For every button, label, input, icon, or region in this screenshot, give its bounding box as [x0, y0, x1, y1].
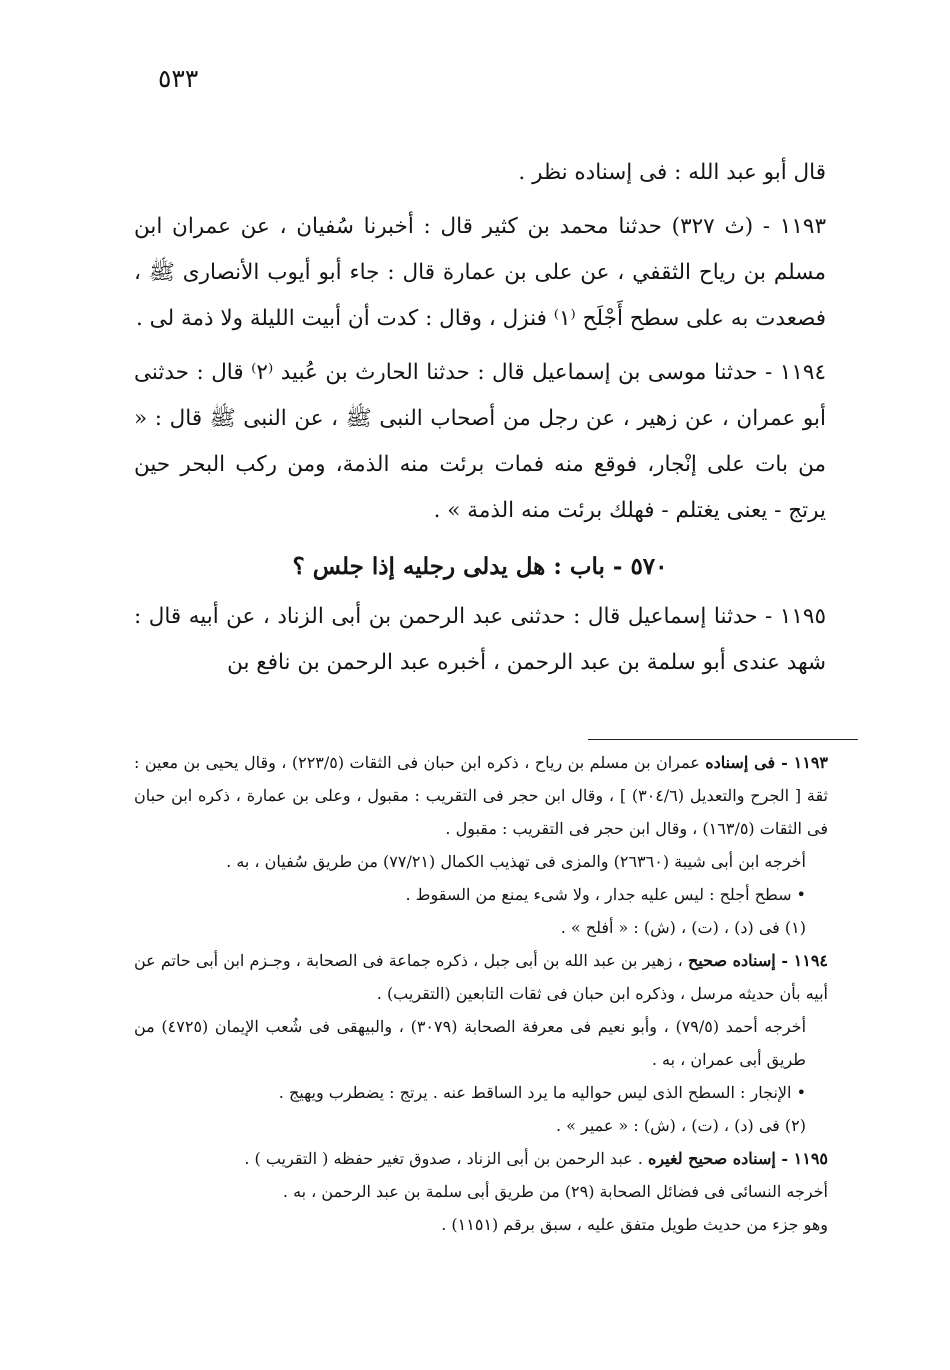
page-number: ٥٣٣ [158, 64, 199, 93]
footnote-text: . عبد الرحمن بن أبى الزناد ، صدوق تغير حفظه ( التقريب ) . [244, 1149, 648, 1168]
footnote-label: ١١٩٥ - إسناده صحيح لغيره [647, 1149, 828, 1168]
footnote-gloss: • سطح أجلح : ليس عليه جدار ، ولا شىء يمنع من السقوط . [405, 885, 806, 904]
footnote-1193 [134, 746, 828, 845]
footnote-divider [588, 739, 858, 740]
chapter-heading: ٥٧٠ - باب : هل يدلى رجليه إذا جلس ؟ [292, 553, 668, 580]
paragraph-commentary: قال أبو عبد الله : فى إسناده نظر . [518, 160, 826, 185]
footnote-label: ١١٩٤ - إسناده صحيح [687, 951, 829, 970]
main-text [134, 150, 826, 686]
hadith-1193: ١١٩٣ - (ث ٣٢٧) حدثنا محمد بن كثير قال : أخبرنا سُفيان ، عن عمران ابن مسلم بن رياح الثقفي ، عن على بن عمارة قال : جاء أبو أيوب الأنصارى ﷺ ، فصعدت به على سطح أَجْلَح ⁽١⁾ فنزل ، وقال : كدت أن أبيت الليلة ولا ذمة لى . [134, 214, 826, 331]
footnote-1194 [134, 944, 828, 1010]
footnote-takhrij: أخرجه ابن أبى شيبة (٢٦٣٦٠) والمزى فى تهذيب الكمال (٧٧/٢١) من طريق سُفيان ، به . [226, 852, 806, 871]
footnote-gloss: • الإنجار : السطح الذى ليس حواليه ما يرد الساقط عنه . يرتج : يضطرب ويهيج . [278, 1083, 806, 1102]
footnote-text: عمران بن مسلم بن رياح ، ذكره ابن حبان فى الثقات (٢٢٣/٥) ، وقال يحيى بن معين : ثقة [ الجرح والتعديل (٣٠٤/٦) ] ، وقال ابن حجر فى التقريب : مقبول ، وعلى بن عمارة ، ذكره ابن حبان فى الثقات (١٦٣/٥) ، وقال ابن حجر فى التقريب : مقبول . [134, 753, 828, 838]
footnote-text: ، زهير بن عبد الله بن أبى جبل ، ذكره جماعة فى الصحابة ، وجـزم ابن أبى حاتم عن أبيه بأن حديثه مرسل ، وذكره ابن حبان فى ثقات التابعين (التقريب) . [134, 951, 828, 1003]
footnote-note: وهو جزء من حديث طويل متفق عليه ، سبق برقم (١١٥١) . [441, 1215, 828, 1234]
hadith-1195: ١١٩٥ - حدثنا إسماعيل قال : حدثنى عبد الرحمن بن أبى الزناد ، عن أبيه قال : شهد عندى أبو سلمة بن عبد الرحمن ، أخبره عبد الرحمن بن نافع بن [134, 604, 826, 675]
footnote-variant: (٢) فى (د) ، (ت) ، (ش) : « عمير » . [555, 1116, 806, 1135]
footnote-takhrij: أخرجه النسائى فى فضائل الصحابة (٢٩) من طريق أبى سلمة بن عبد الرحمن ، به . [282, 1182, 828, 1201]
footnotes [134, 746, 828, 1241]
footnote-variant: (١) فى (د) ، (ت) ، (ش) : « أفلح » . [560, 918, 806, 937]
hadith-1194: ١١٩٤ - حدثنا موسى بن إسماعيل قال : حدثنا الحارث بن عُبيد ⁽٢⁾ قال : حدثنى أبو عمران ، عن زهير ، عن رجل من أصحاب النبى ﷺ ، عن النبى ﷺ قال : « من بات على إنْجار، فوقع منه فمات برئت منه الذمة، ومن ركب البحر حين يرتج - يعنى يغتلم - فهلك برئت منه الذمة » . [134, 360, 826, 523]
footnote-takhrij: أخرجه أحمد (٧٩/٥) ، وأبو نعيم فى معرفة الصحابة (٣٠٧٩) ، والبيهقى فى شُعب الإيمان (٤٧٢٥) من طريق أبى عمران ، به . [134, 1017, 807, 1069]
footnote-label: ١١٩٣ - فى إسناده [705, 753, 828, 772]
footnote-1195 [134, 1142, 828, 1175]
